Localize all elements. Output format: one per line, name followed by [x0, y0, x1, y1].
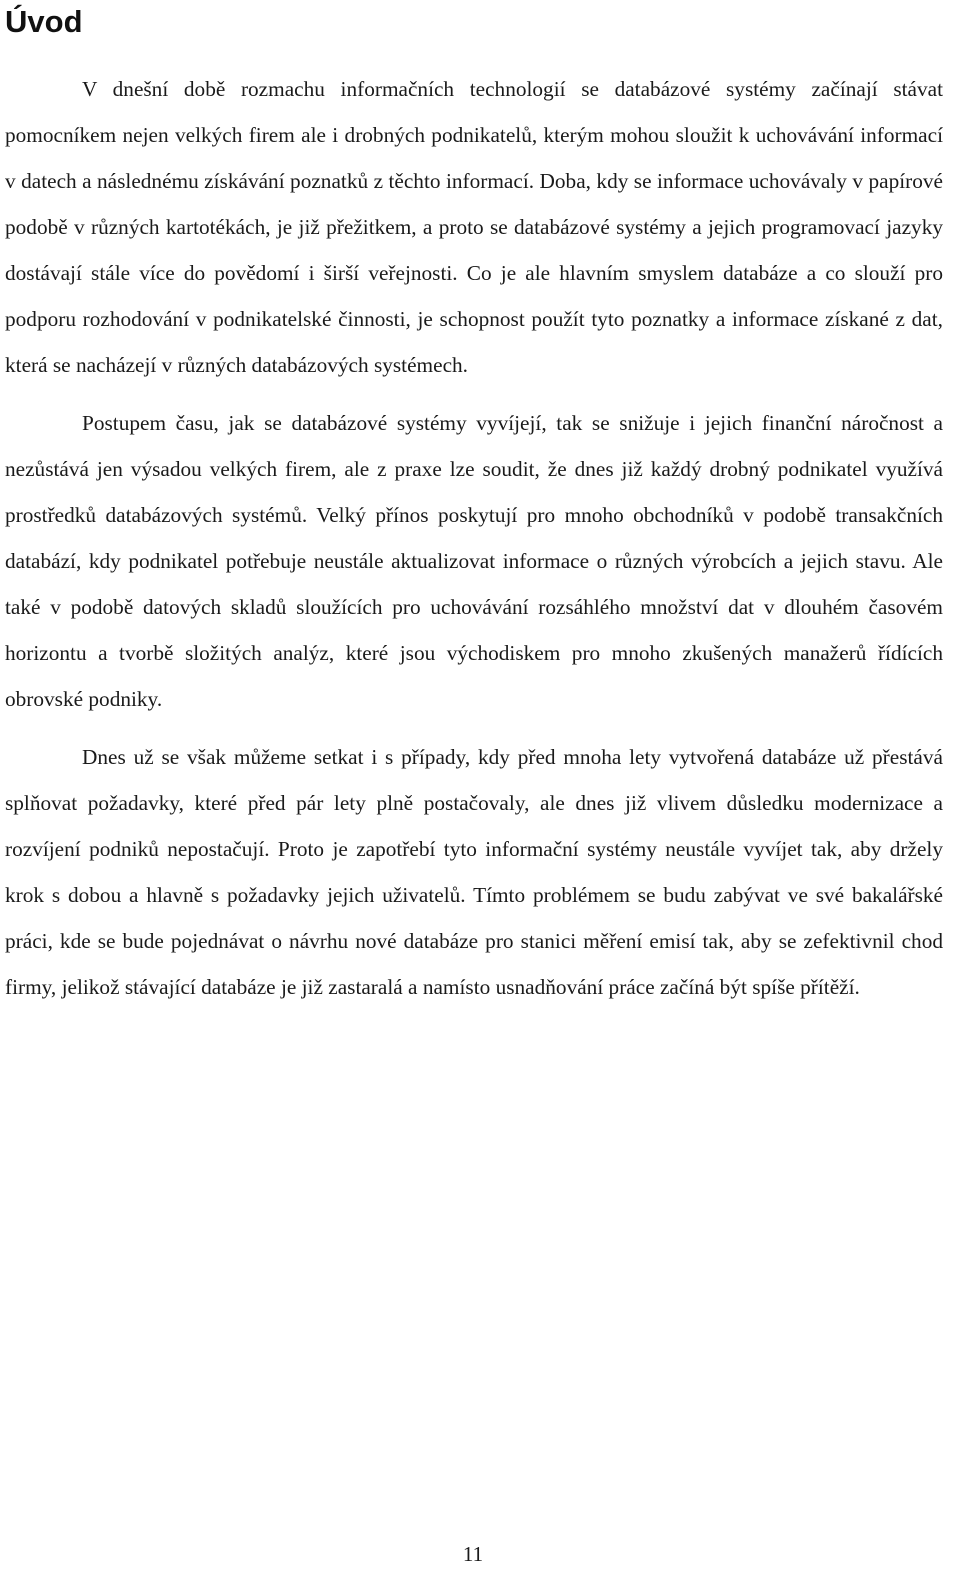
- paragraph: Dnes už se však můžeme setkat i s případy, kdy před mnoha lety vytvořená databáze už přestává splňovat požadavky, které před pár lety plně postačovaly, ale dnes již vlivem důsledku modernizace a rozvíjení podniků nepostačují. Proto je zapotřebí tyto informační systémy neustále vyvíjet tak, aby držely krok s dobou a hlavně s požadavky jejich uživatelů. Tímto problémem se budu zabývat ve své bakalářské práci, kde se bude pojednávat o návrhu nové databáze pro stanici měření emisí tak, aby se zefektivnil chod firmy, jelikož stávající databáze je již zastaralá a namísto usnadňování práce začíná být spíše přítěží.: [5, 745, 943, 999]
- paragraph: V dnešní době rozmachu informačních technologií se databázové systémy začínají stávat pomocníkem nejen velkých firem ale i drobných podnikatelů, kterým mohou sloužit k uchovávání informací v datech a následnému získávání poznatků z těchto informací. Doba, kdy se informace uchovávaly v papírové podobě v různých kartotékách, je již přežitkem, a proto se databázové systémy a jejich programovací jazyky dostávají stále více do povědomí i širší veřejnosti. Co je ale hlavním smyslem databáze a co slouží pro podporu rozhodování v podnikatelské činnosti, je schopnost použít tyto poznatky a informace získané z dat, která se nacházejí v různých databázových systémech.: [5, 77, 943, 377]
- page-number: 11: [462, 1542, 484, 1566]
- paragraph: Postupem času, jak se databázové systémy vyvíjejí, tak se snižuje i jejich finanční náročnost a nezůstává jen výsadou velkých firem, ale z praxe lze soudit, že dnes již každý drobný podnikatel využívá prostředků databázových systémů. Velký přínos poskytují pro mnoho obchodníků v podobě transakčních databází, kdy podnikatel potřebuje neustále aktualizovat informace o různých výrobcích a jejich stavu. Ale také v podobě datových skladů sloužících pro uchovávání rozsáhlého množství dat v dlouhém časovém horizontu a tvorbě složitých analýz, které jsou východiskem pro mnoho zkušených manažerů řídících obrovské podniky.: [5, 411, 943, 711]
- section-heading: Úvod: [5, 4, 83, 39]
- body-text: [5, 66, 943, 1010]
